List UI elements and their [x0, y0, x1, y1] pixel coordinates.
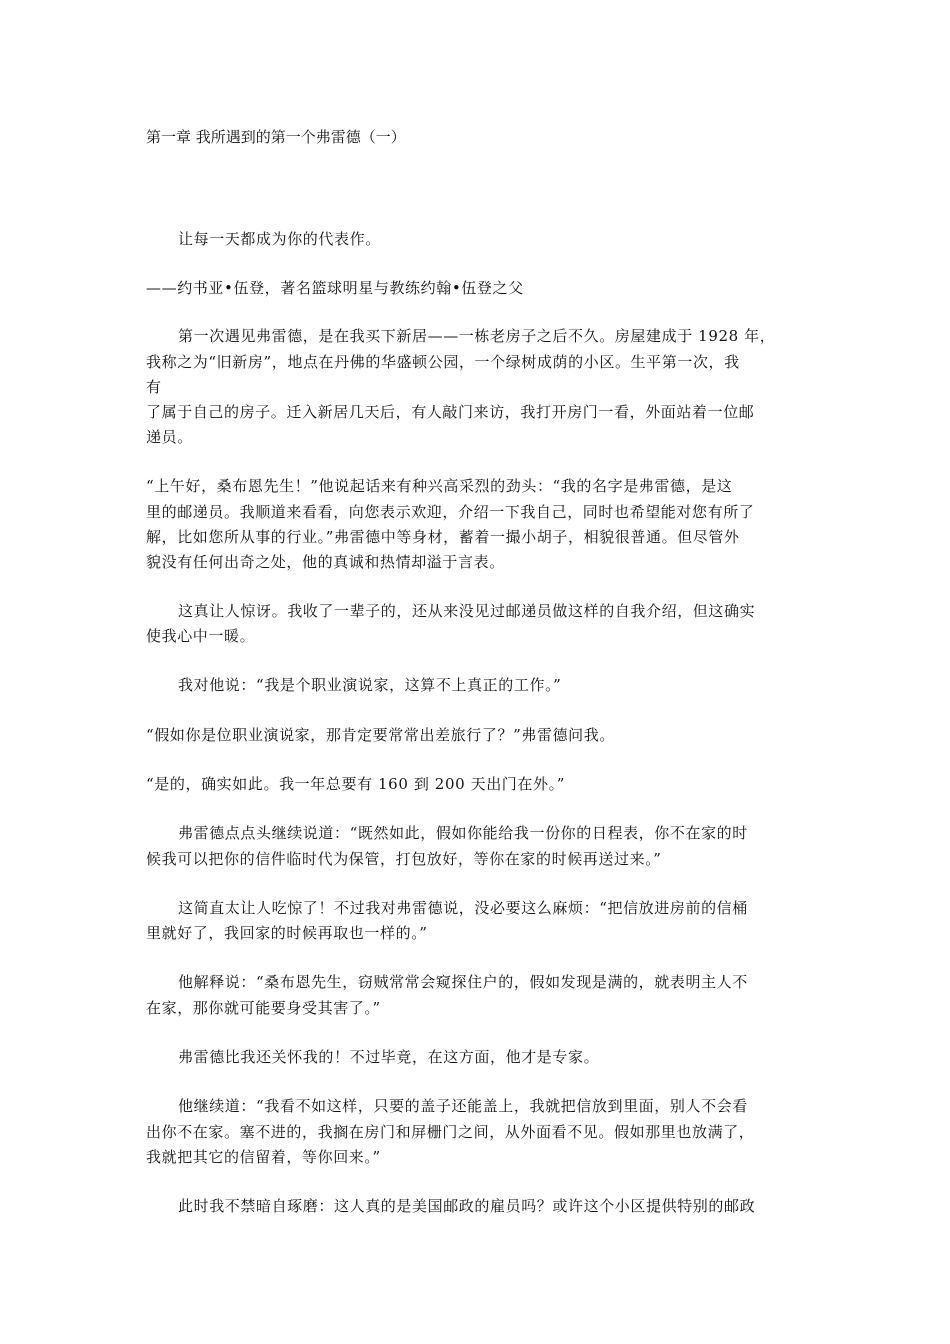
paragraph-line: 在家，那你就可能要身受其害了。”	[146, 999, 381, 1017]
paragraph-line: 我就把其它的信留着，等你回来。”	[146, 1148, 381, 1166]
paragraph-line: 弗雷德比我还关怀我的！不过毕竟，在这方面，他才是专家。	[178, 1048, 600, 1066]
paragraph-line: 这简直太让人吃惊了！不过我对弗雷德说，没必要这么麻烦：“把信放进房前的信桶	[178, 899, 748, 917]
epigraph-attribution: ——约书亚•伍登，著名篮球明星与教练约翰•伍登之父	[146, 279, 524, 297]
paragraph-line: 解，比如您所从事的行业。”弗雷德中等身材，蓄着一撮小胡子，相貌很普通。但尽管外	[146, 528, 740, 546]
chapter-title: 第一章 我所遇到的第一个弗雷德（一）	[146, 128, 406, 146]
paragraph-line: “假如你是位职业演说家，那肯定要常常出差旅行了？”弗雷德问我。	[146, 726, 615, 744]
paragraph-line: 此时我不禁暗自琢磨：这人真的是美国邮政的雇员吗？或许这个小区提供特别的邮政	[178, 1197, 756, 1215]
paragraph-line: 这真让人惊讶。我收了一辈子的，还从来没见过邮递员做这样的自我介绍，但这确实	[178, 602, 756, 620]
paragraph-line: 他解释说：“桑布恩先生，窃贼常常会窥探住户的，假如发现是满的，就表明主人不	[178, 973, 748, 991]
epigraph: 让每一天都成为你的代表作。	[178, 230, 381, 248]
paragraph-line: 他继续道：“我看不如这样，只要的盖子还能盖上，我就把信放到里面，别人不会看	[178, 1097, 748, 1115]
paragraph-line: 弗雷德点点头继续说道：“既然如此，假如你能给我一份你的日程表，你不在家的时	[178, 824, 748, 842]
paragraph-line: 我称之为“旧新房”，地点在丹佛的华盛顿公园，一个绿树成荫的小区。生平第一次，我	[146, 353, 740, 371]
paragraph-line: 里就好了，我回家的时候再取也一样的。”	[146, 924, 428, 942]
paragraph-line: 我对他说：“我是个职业演说家，这算不上真正的工作。”	[178, 676, 562, 694]
paragraph-line: 里的邮递员。我顺道来看看，向您表示欢迎，介绍一下我自己，同时也希望能对您有所了	[146, 503, 755, 521]
paragraph-line: 有	[146, 378, 162, 396]
paragraph-line: 使我心中一暖。	[146, 627, 256, 645]
paragraph-line: 候我可以把你的信件临时代为保管，打包放好，等你在家的时候再送过来。”	[146, 850, 662, 868]
paragraph-line: 貌没有任何出奇之处，他的真诚和热情却溢于言表。	[146, 553, 505, 571]
paragraph-line: 了属于自己的房子。迁入新居几天后，有人敲门来访，我打开房门一看，外面站着一位邮	[146, 403, 755, 421]
paragraph-line: 出你不在家。塞不进的，我搁在房门和屏栅门之间，从外面看不见。假如那里也放满了，	[146, 1123, 755, 1141]
paragraph-line: “是的，确实如此。我一年总要有 160 到 200 天出门在外。”	[146, 775, 565, 793]
paragraph-line: 递员。	[146, 428, 193, 446]
paragraph-line: 第一次遇见弗雷德，是在我买下新居——一栋老房子之后不久。房屋建成于 1928 年，	[178, 327, 776, 345]
paragraph-line: “上午好，桑布恩先生！”他说起话来有种兴高采烈的劲头：“我的名字是弗雷德，是这	[146, 477, 733, 495]
